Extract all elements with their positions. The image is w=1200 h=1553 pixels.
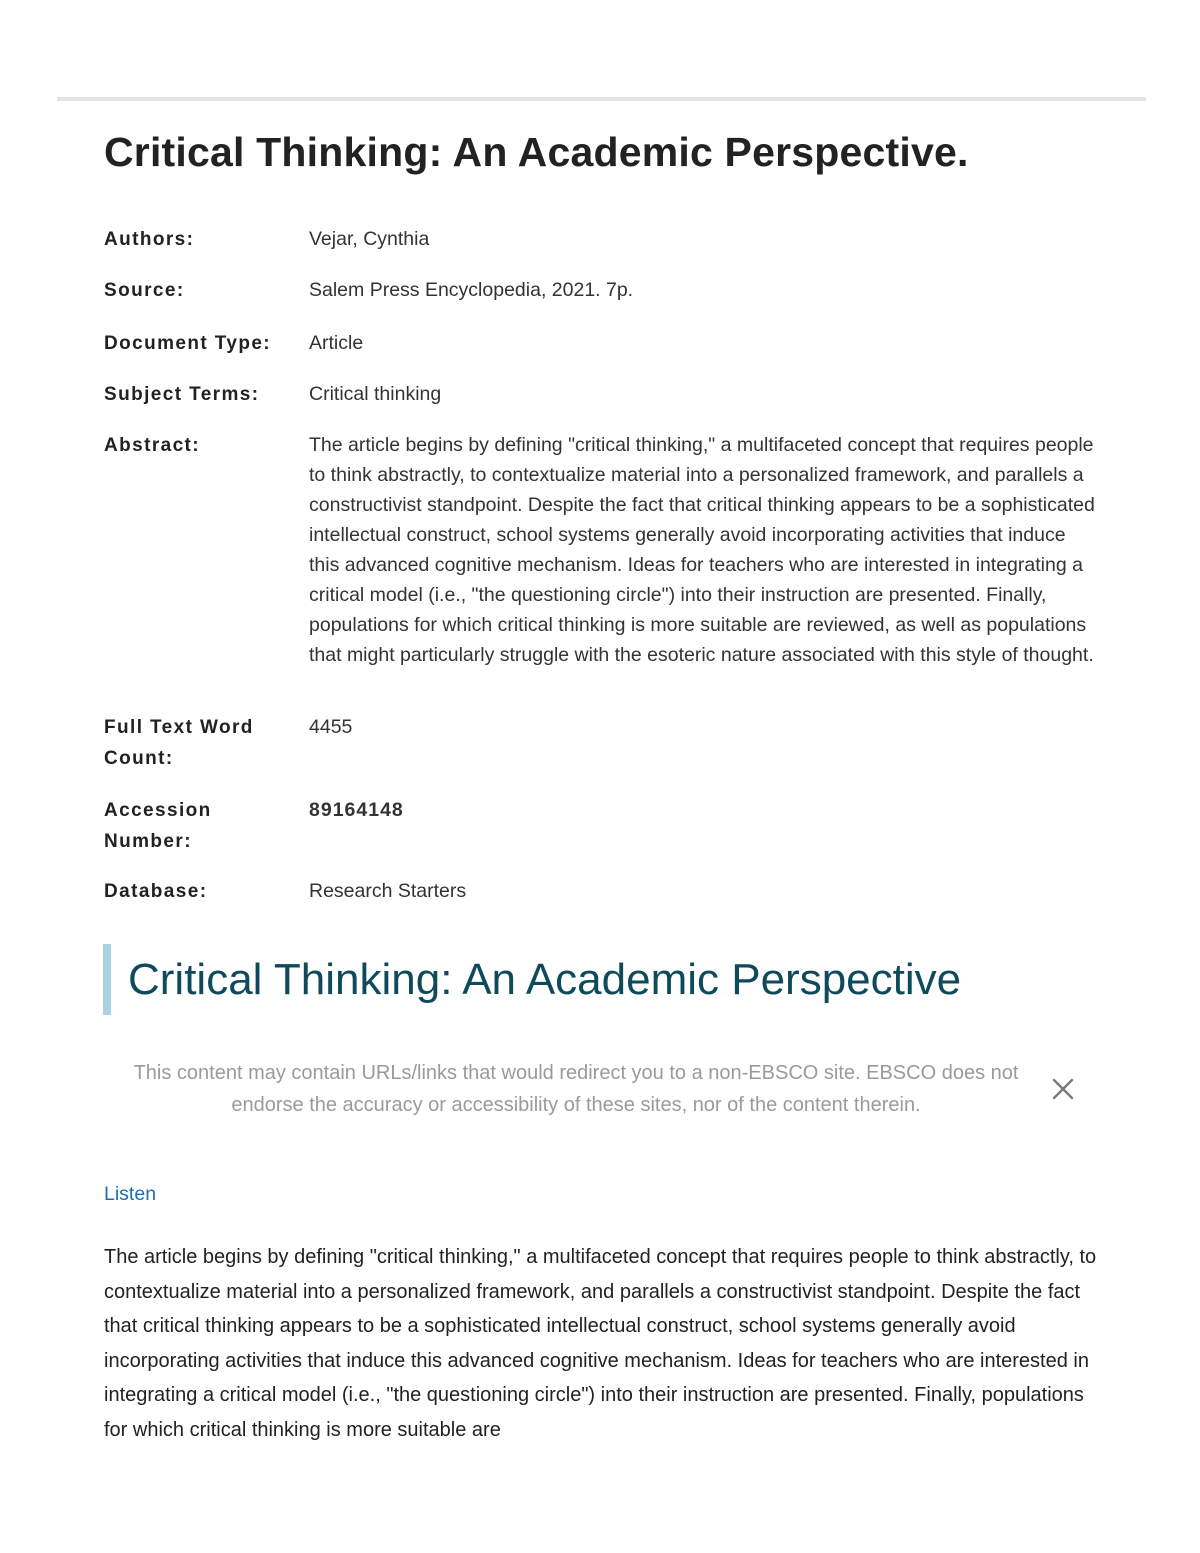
authors-label: Authors:	[104, 229, 195, 250]
external-link-disclaimer: This content may contain URLs/links that would redirect you to a non-EBSCO site. EBSCO does not endorse the accuracy or accessibility of these sites, nor of the content therein.	[133, 1062, 1019, 1116]
source-value: Salem Press Encyclopedia, 2021. 7p.	[309, 279, 634, 301]
listen-link[interactable]: Listen	[104, 1183, 157, 1205]
source-label: Source:	[104, 280, 185, 301]
top-divider	[57, 97, 1146, 101]
word-count-value: 4455	[309, 716, 353, 738]
close-icon[interactable]	[1049, 1075, 1077, 1103]
accession-number-label: Accession Number:	[104, 800, 212, 852]
record-title: Critical Thinking: An Academic Perspective.	[104, 129, 969, 175]
abstract-label: Abstract:	[104, 435, 201, 456]
database-label: Database:	[104, 881, 208, 902]
document-type-label: Document Type:	[104, 333, 272, 354]
article-heading: Critical Thinking: An Academic Perspective	[128, 955, 962, 1004]
heading-accent-bar	[103, 944, 111, 1015]
article-heading-block	[103, 944, 1103, 1015]
word-count-label: Full Text Word Count:	[104, 717, 254, 769]
database-value: Research Starters	[309, 880, 467, 902]
subject-terms-value[interactable]: Critical thinking	[309, 383, 442, 405]
subject-terms-label: Subject Terms:	[104, 384, 260, 405]
abstract-value: The article begins by defining "critical thinking," a multifaceted concept that requires people to think abstractly, to contextualize material into a personalized framework, and parallels a constructivist standpoint. Despite the fact that critical thinking appears to be a sophisticated intellectual construct, school systems generally avoid incorporating activities that induce this advanced cognitive mechanism. Ideas for teachers who are interested in integrating a critical model (i.e., "the questioning circle") into their instruction are presented. Finally, populations for which critical thinking is more suitable are reviewed, as well as populations that might particularly struggle with the esoteric nature associated with this style of thought.	[309, 434, 1095, 666]
article-body-text: The article begins by defining "critical thinking," a multifaceted concept that requires people to think abstractly, to contextualize material into a personalized framework, and parallels a constructivist standpoint. Despite the fact that critical thinking appears to be a sophisticated intellectual construct, school systems generally avoid incorporating activities that induce this advanced cognitive mechanism. Ideas for teachers who are interested in integrating a critical model (i.e., "the questioning circle") into their instruction are presented. Finally, populations for which critical thinking is more suitable are	[104, 1246, 1097, 1441]
accession-number-value: 89164148	[309, 799, 404, 821]
authors-value[interactable]: Vejar, Cynthia	[309, 228, 430, 250]
close-icon-glyph	[1049, 1075, 1077, 1103]
document-type-value: Article	[309, 332, 364, 354]
